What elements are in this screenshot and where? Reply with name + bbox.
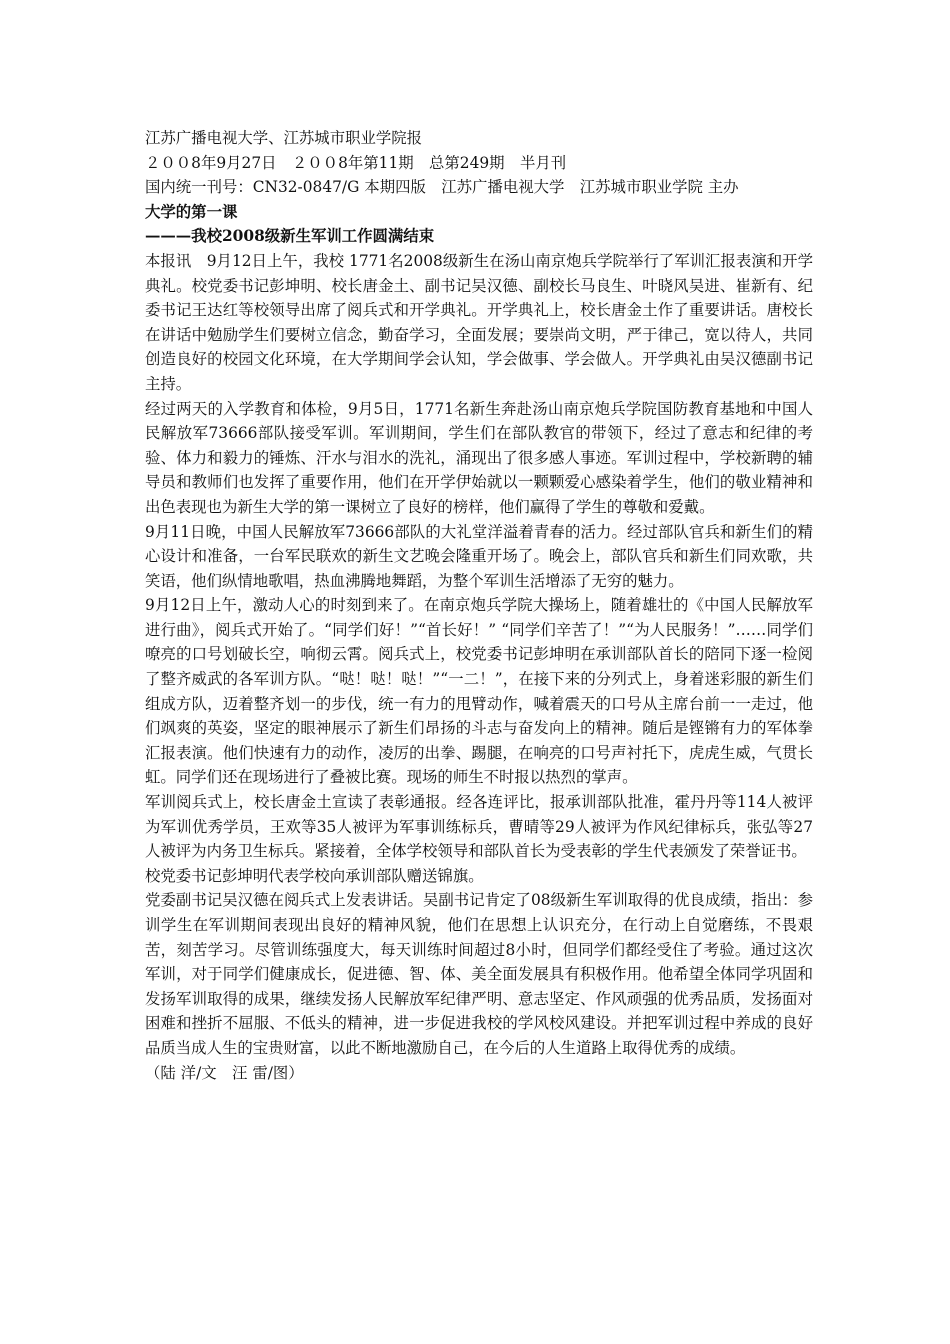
issue-line: ２００8年9月27日 ２００8年第11期 总第249期 半月刊 <box>145 153 567 172</box>
article-paragraph-4: 9月12日上午，激动人心的时刻到来了。在南京炮兵学院大操场上，随着雄壮的《中国人民解放军进行曲》，阅兵式开始了。“同学们好！”“首长好！” “同学们辛苦了！”“为人民服务！”……同学们嘹亮的口号划破长空，响彻云霄。阅兵式上，校党委书记彭坤明在承训部队首长的陪同下逐一检阅了整齐威武的各军训方队。“哒！哒！哒！”“一二！”，在接下来的分列式上，身着迷彩服的新生们组成方队，迈着整齐划一的步伐，统一有力的甩臂动作，喊着震天的口号从主席台前一一走过，他们飒爽的英姿，坚定的眼神展示了新生们昂扬的斗志与奋发向上的精神。随后是铿锵有力的军体拳汇报表演。他们快速有力的动作，凌厉的出拳、踢腿，在响亮的口号声衬托下，虎虎生威，气贯长虹。同学们还在现场进行了叠被比赛。现场的师生不时报以热烈的掌声。 <box>145 596 813 787</box>
article-byline: （陆 洋/文 汪 雷/图） <box>145 1063 304 1082</box>
article-title: 大学的第一课 <box>145 202 238 221</box>
article-paragraph-1: 本报讯 9月12日上午，我校 1771名2008级新生在汤山南京炮兵学院举行了军训汇报表演和开学典礼。校党委书记彭坤明、校长唐金土、副书记吴汉德、副校长马良生、叶晓风吴进、崔新有、纪委书记王达红等校领导出席了阅兵式和开学典礼。开学典礼上，校长唐金土作了重要讲话。唐校长在讲话中勉励学生们要树立信念，勤奋学习，全面发展；要崇尚文明，严于律己，宽以待人，共同创造良好的校园文化环境，在大学期间学会认知，学会做事、学会做人。开学典礼由吴汉德副书记主持。 <box>145 251 813 393</box>
article-paragraph-3: 9月11日晚，中国人民解放军73666部队的大礼堂洋溢着青春的活力。经过部队官兵和新生们的精心设计和准备，一台军民联欢的新生文艺晚会隆重开场了。晚会上，部队官兵和新生们同欢歌，共笑语，他们纵情地歌唱，热血沸腾地舞蹈，为整个军训生活增添了无穷的魅力。 <box>145 522 813 590</box>
article-paragraph-2: 经过两天的入学教育和体检，9月5日，1771名新生奔赴汤山南京炮兵学院国防教育基地和中国人民解放军73666部队接受军训。军训期间，学生们在部队教官的带领下，经过了意志和纪律的考验、体力和毅力的锤炼、汗水与泪水的洗礼，涌现出了很多感人事迹。军训过程中，学校新聘的辅导员和教师们也发挥了重要作用，他们在开学伊始就以一颗颗爱心感染着学生，他们的敬业精神和出色表现也为新生大学的第一课树立了良好的榜样，他们赢得了学生的尊敬和爱戴。 <box>145 399 813 516</box>
newspaper-page <box>145 126 813 1085</box>
article-paragraph-5: 军训阅兵式上，校长唐金土宣读了表彰通报。经各连评比，报承训部队批准，霍丹丹等114人被评为军训优秀学员，王欢等35人被评为军事训练标兵，曹晴等29人被评为作风纪律标兵，张弘等27人被评为内务卫生标兵。紧接着，全体学校领导和部队首长为受表彰的学生代表颁发了荣誉证书。 <box>145 793 813 861</box>
article-paragraph-7: 党委副书记吴汉德在阅兵式上发表讲话。吴副书记肯定了08级新生军训取得的优良成绩，指出：参训学生在军训期间表现出良好的精神风貌，他们在思想上认识充分，在行动上自觉磨练，不畏艰苦，刻苦学习。尽管训练强度大，每天训练时间超过8小时，但同学们都经受住了考验。通过这次军训，对于同学们健康成长，促进德、智、体、美全面发展具有积极作用。他希望全体同学巩固和发扬军训取得的成果，继续发扬人民解放军纪律严明、意志坚定、作风顽强的优秀品质，发扬面对困难和挫折不屈服、不低头的精神，进一步促进我校的学风校风建设。并把军训过程中养成的良好品质当成人生的宝贵财富，以此不断地激励自己，在今后的人生道路上取得优秀的成绩。 <box>145 891 813 1057</box>
masthead: 江苏广播电视大学、江苏城市职业学院报 <box>145 129 423 147</box>
publication-line: 国内统一刊号：CN32-0847/G 本期四版 江苏广播电视大学 江苏城市职业学院 主办 <box>145 178 739 197</box>
article-paragraph-6: 校党委书记彭坤明代表学校向承训部队赠送锦旗。 <box>145 866 484 885</box>
article-subtitle: ———我校2008级新生军训工作圆满结束 <box>145 227 435 246</box>
